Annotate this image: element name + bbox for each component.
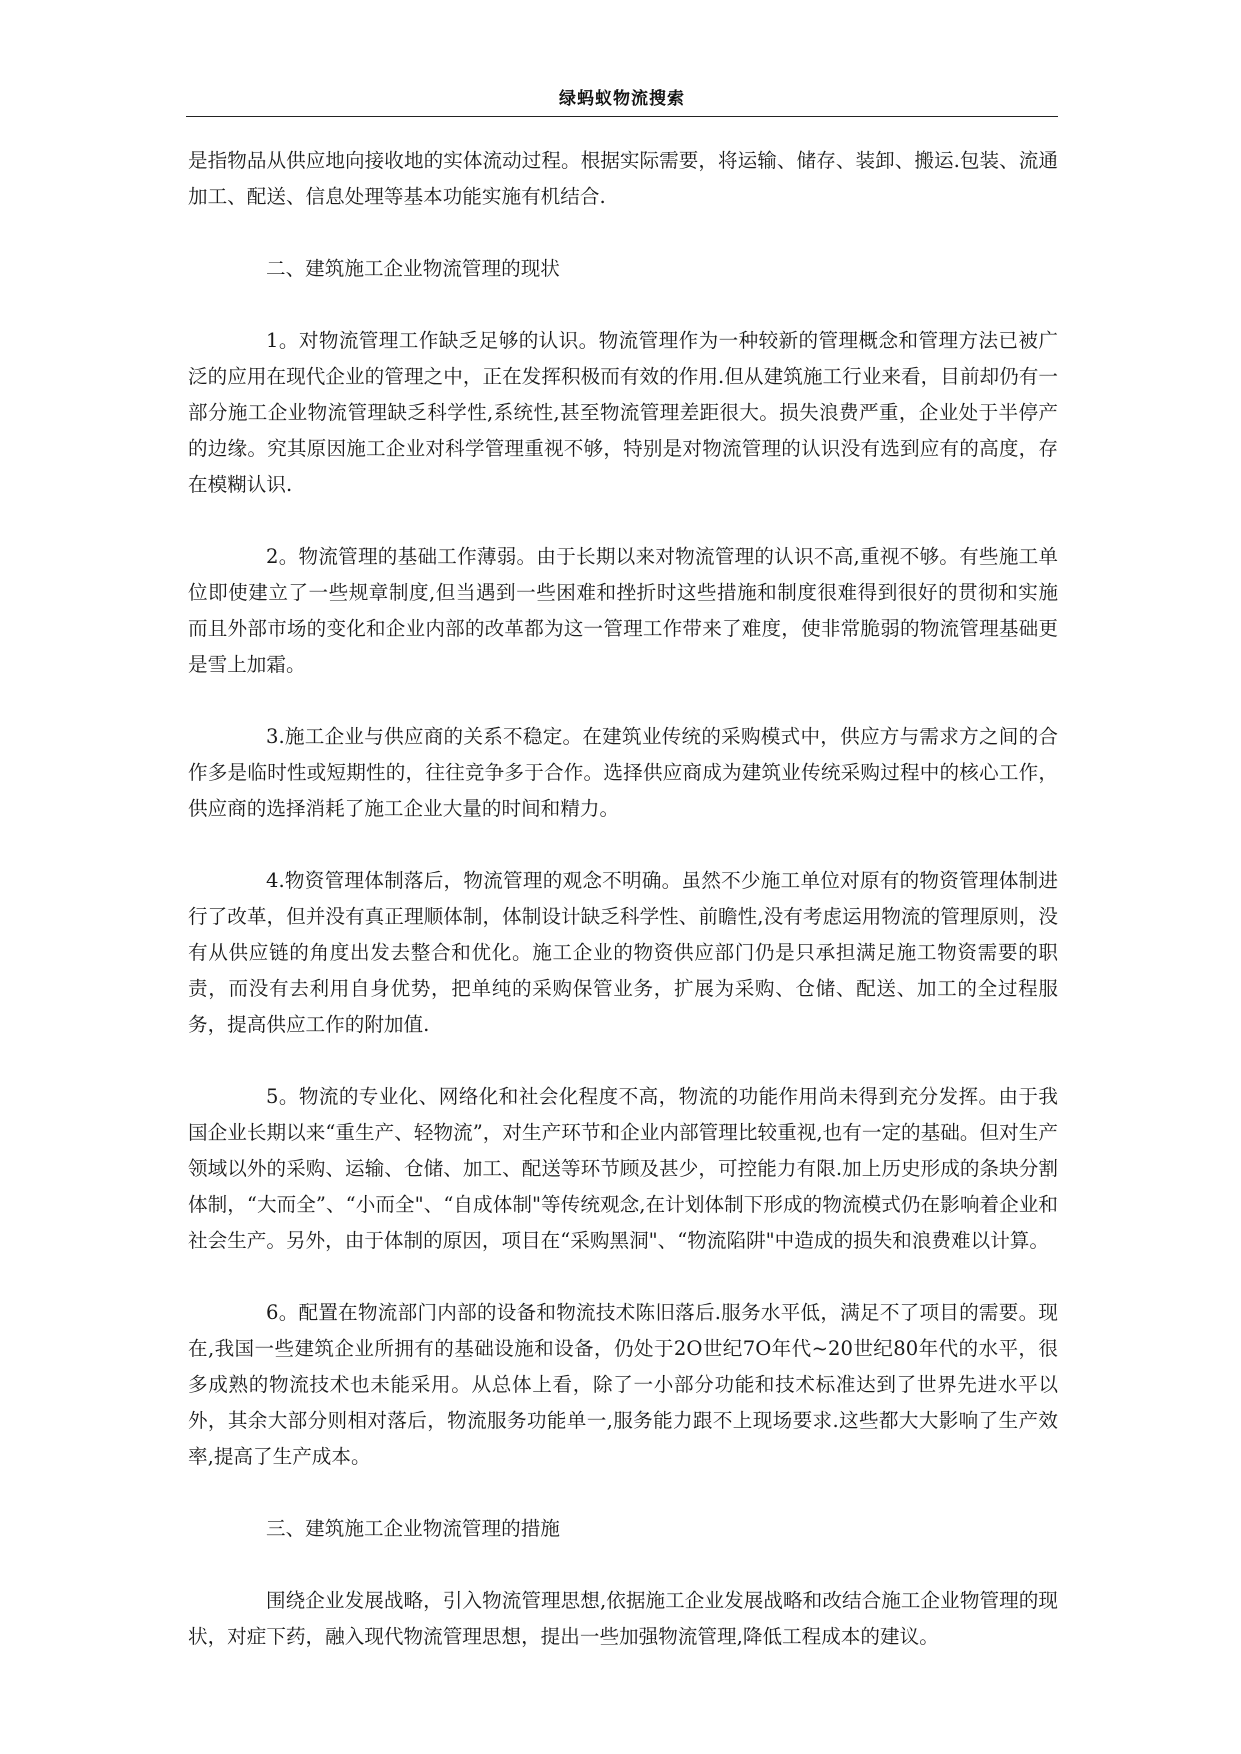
section-heading-2: 二、建筑施工企业物流管理的现状 — [266, 257, 560, 280]
header-divider — [186, 116, 1058, 117]
paragraph-item-5: 5。物流的专业化、网络化和社会化程度不高，物流的功能作用尚未得到充分发挥。由于我国企业长期以来“重生产、轻物流”，对生产环节和企业内部管理比较重视,也有一定的基础。但对生产领域以外的采购、运输、仓储、加工、配送等环节顾及甚少，可控能力有限.加上历史形成的条块分割体制，“大而全”、“小而全"、“自成体制"等传统观念,在计划体制下形成的物流模式仍在影响着企业和社会生产。另外，由于体制的原因，项目在“采购黑洞"、“物流陷阱"中造成的损失和浪费难以计算。 — [188, 1085, 1058, 1252]
paragraph-item-3: 3.施工企业与供应商的关系不稳定。在建筑业传统的采购模式中，供应方与需求方之间的合作多是临时性或短期性的，往往竞争多于合作。选择供应商成为建筑业传统采购过程中的核心工作，供应商的选择消耗了施工企业大量的时间和精力。 — [188, 725, 1058, 820]
document-body — [188, 143, 1058, 1691]
paragraph-item-1: 1。对物流管理工作缺乏足够的认识。物流管理作为一种较新的管理概念和管理方法已被广泛的应用在现代企业的管理之中，正在发挥积极而有效的作用.但从建筑施工行业来看，目前却仍有一部分施工企业物流管理缺乏科学性,系统性,甚至物流管理差距很大。损失浪费严重，企业处于半停产的边缘。究其原因施工企业对科学管理重视不够，特别是对物流管理的认识没有选到应有的高度，存在模糊认识. — [188, 329, 1058, 496]
paragraph-item-6: 6。配置在物流部门内部的设备和物流技术陈旧落后.服务水平低，满足不了项目的需要。现在,我国一些建筑企业所拥有的基础设施和设备，仍处于2O世纪7O年代~20世纪80年代的水平，很多成熟的物流技术也未能采用。从总体上看，除了一小部分功能和技术标准达到了世界先进水平以外，其余大部分则相对落后，物流服务功能单一,服务能力跟不上现场要求.这些都大大影响了生产效率,提高了生产成本。 — [188, 1301, 1058, 1468]
page-header-title: 绿蚂蚁物流搜索 — [559, 89, 685, 109]
paragraph-item-4: 4.物资管理体制落后，物流管理的观念不明确。虽然不少施工单位对原有的物资管理体制进行了改革，但并没有真正理顺体制，体制设计缺乏科学性、前瞻性,没有考虑运用物流的管理原则，没有从供应链的角度出发去整合和优化。施工企业的物资供应部门仍是只承担满足施工物资需要的职责，而没有去利用自身优势，把单纯的采购保管业务，扩展为采购、仓储、配送、加工的全过程服务，提高供应工作的附加值. — [188, 869, 1058, 1036]
paragraph-item-2: 2。物流管理的基础工作薄弱。由于长期以来对物流管理的认识不高,重视不够。有些施工单位即使建立了一些规章制度,但当遇到一些困难和挫折时这些措施和制度很难得到很好的贯彻和实施 而且外部市场的变化和企业内部的改革都为这一管理工作带来了难度，使非常脆弱的物流管理基础更是雪上加霜。 — [188, 545, 1058, 676]
paragraph-measures: 围绕企业发展战略，引入物流管理思想,依据施工企业发展战略和改结合施工企业物管理的现状，对症下药，融入现代物流管理思想，提出一些加强物流管理,降低工程成本的建议。 — [188, 1589, 1058, 1648]
section-heading-3: 三、建筑施工企业物流管理的措施 — [266, 1517, 560, 1540]
paragraph-intro: 是指物品从供应地向接收地的实体流动过程。根据实际需要，将运输、储存、装卸、搬运.包装、流通加工、配送、信息处理等基本功能实施有机结合. — [188, 149, 1058, 208]
